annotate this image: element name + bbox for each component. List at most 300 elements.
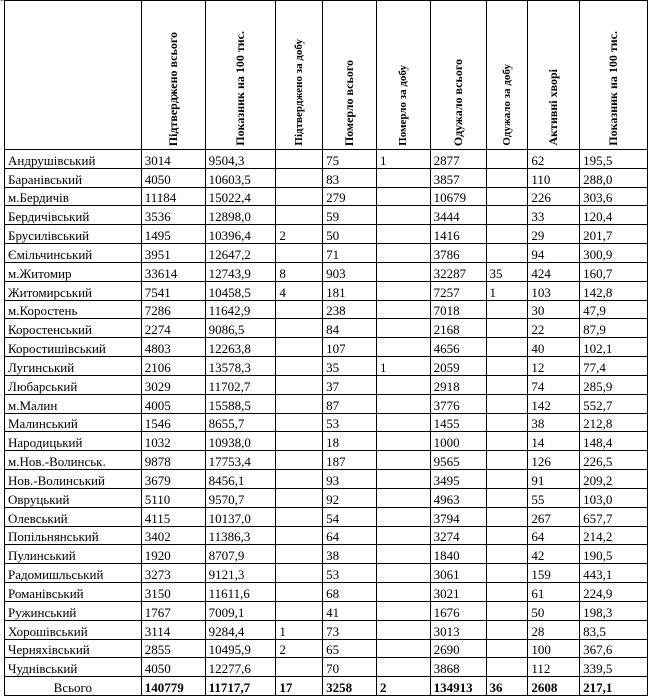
active-rate-cell: 443,1: [580, 564, 648, 583]
deaths-daily-cell: [376, 244, 430, 263]
active-rate-cell: 226,5: [580, 451, 648, 470]
table-row: [5, 300, 648, 319]
active-rate-cell: 87,9: [580, 319, 648, 338]
confirmed-daily-cell: [276, 244, 323, 263]
total-active-rate-cell: 217,1: [580, 677, 648, 696]
total-recovered-total-cell: 134913: [430, 677, 486, 696]
district-name-cell: Овруцький: [5, 488, 142, 507]
active-rate-cell: 201,7: [580, 225, 648, 244]
recovered-daily-cell: [486, 338, 528, 357]
recovered-daily-cell: [486, 206, 528, 225]
deaths-daily-header: [376, 1, 430, 150]
active-cases-cell: 112: [528, 658, 580, 677]
active-cases-cell: 424: [528, 262, 580, 281]
table-row: [5, 187, 648, 206]
total-row: [5, 677, 648, 696]
deaths-total-cell: 84: [323, 319, 377, 338]
table-row: [5, 357, 648, 376]
recovered-daily-cell: [486, 319, 528, 338]
table-row: [5, 394, 648, 413]
recovered-daily-cell: 35: [486, 262, 528, 281]
district-name-cell: Нов.-Волинський: [5, 470, 142, 489]
recovered-total-cell: 3868: [430, 658, 486, 677]
district-header: [5, 1, 142, 150]
active-cases-cell: 91: [528, 470, 580, 489]
confirmed-daily-cell: 2: [276, 639, 323, 658]
deaths-daily-cell: [376, 488, 430, 507]
district-name-cell: Радомишльський: [5, 564, 142, 583]
rate-per-100k-cell: 11702,7: [205, 375, 276, 394]
active-cases-cell: 12: [528, 357, 580, 376]
rate-per-100k-cell: 12743,9: [205, 262, 276, 281]
rate-per-100k-cell: 12898,0: [205, 206, 276, 225]
active-rate-cell: 339,5: [580, 658, 648, 677]
confirmed-total-cell: 1767: [141, 601, 205, 620]
rate-per-100k-cell: 10396,4: [205, 225, 276, 244]
recovered-total-cell: 3495: [430, 470, 486, 489]
deaths-total-cell: 87: [323, 394, 377, 413]
rate-per-100k-cell: 9504,3: [205, 150, 276, 169]
deaths-total-header: [323, 1, 377, 150]
active-rate-cell: 214,2: [580, 526, 648, 545]
active-cases-header-label: Активні хворі: [546, 69, 561, 146]
rate-per-100k-cell: 9121,3: [205, 564, 276, 583]
recovered-daily-cell: [486, 432, 528, 451]
active-cases-cell: 74: [528, 375, 580, 394]
deaths-total-cell: 70: [323, 658, 377, 677]
rate-per-100k-cell: 7009,1: [205, 601, 276, 620]
confirmed-daily-cell: [276, 206, 323, 225]
confirmed-total-cell: 9878: [141, 451, 205, 470]
recovered-daily-cell: [486, 150, 528, 169]
deaths-daily-cell: [376, 583, 430, 602]
district-name-cell: Черняхівський: [5, 639, 142, 658]
active-cases-header: [528, 1, 580, 150]
district-name-cell: Андрушівський: [5, 150, 142, 169]
table-row: [5, 545, 648, 564]
recovered-total-cell: 3794: [430, 507, 486, 526]
confirmed-total-cell: 3536: [141, 206, 205, 225]
rate-per-100k-cell: 15588,5: [205, 394, 276, 413]
recovered-daily-cell: [486, 639, 528, 658]
table-row: [5, 564, 648, 583]
confirmed-daily-cell: [276, 150, 323, 169]
confirmed-daily-cell: [276, 451, 323, 470]
confirmed-total-cell: 3273: [141, 564, 205, 583]
recovered-total-cell: 2690: [430, 639, 486, 658]
recovered-daily-cell: [486, 658, 528, 677]
confirmed-total-cell: 2274: [141, 319, 205, 338]
active-cases-cell: 55: [528, 488, 580, 507]
deaths-daily-cell: [376, 432, 430, 451]
deaths-daily-cell: [376, 507, 430, 526]
rate-per-100k-cell: 12647,2: [205, 244, 276, 263]
recovered-total-cell: 3274: [430, 526, 486, 545]
deaths-total-cell: 279: [323, 187, 377, 206]
active-rate-cell: 142,8: [580, 281, 648, 300]
recovered-total-cell: 7018: [430, 300, 486, 319]
active-cases-cell: 30: [528, 300, 580, 319]
active-rate-cell: 552,7: [580, 394, 648, 413]
district-name-cell: Коростенський: [5, 319, 142, 338]
district-name-cell: м.Нов.-Волинськ.: [5, 451, 142, 470]
active-cases-cell: 267: [528, 507, 580, 526]
table-row: [5, 658, 648, 677]
deaths-daily-cell: [376, 187, 430, 206]
rate-per-100k-cell: 8655,7: [205, 413, 276, 432]
confirmed-total-cell: 1920: [141, 545, 205, 564]
confirmed-total-cell: 3402: [141, 526, 205, 545]
recovered-daily-cell: [486, 244, 528, 263]
confirmed-total-cell: 3014: [141, 150, 205, 169]
recovered-total-cell: 1676: [430, 601, 486, 620]
table-row: [5, 150, 648, 169]
active-rate-header-label: Показник на 100 тис.: [606, 31, 621, 146]
table-row: [5, 620, 648, 639]
recovered-daily-cell: [486, 488, 528, 507]
recovered-daily-cell: [486, 545, 528, 564]
recovered-total-cell: 2877: [430, 150, 486, 169]
district-name-cell: м.Малин: [5, 394, 142, 413]
deaths-total-cell: 18: [323, 432, 377, 451]
recovered-total-cell: 3786: [430, 244, 486, 263]
active-cases-cell: 64: [528, 526, 580, 545]
total-recovered-daily-cell: 36: [486, 677, 528, 696]
rate-per-100k-cell: 13578,3: [205, 357, 276, 376]
district-name-cell: Пулинський: [5, 545, 142, 564]
recovered-total-cell: 9565: [430, 451, 486, 470]
confirmed-total-cell: 1546: [141, 413, 205, 432]
active-cases-cell: 103: [528, 281, 580, 300]
active-rate-cell: 195,5: [580, 150, 648, 169]
deaths-daily-cell: [376, 281, 430, 300]
recovered-total-cell: 3061: [430, 564, 486, 583]
confirmed-daily-cell: [276, 375, 323, 394]
confirmed-daily-cell: [276, 338, 323, 357]
deaths-total-cell: 53: [323, 564, 377, 583]
district-name-cell: Брусилівський: [5, 225, 142, 244]
deaths-total-cell: 71: [323, 244, 377, 263]
table-row: [5, 262, 648, 281]
recovered-total-cell: 3013: [430, 620, 486, 639]
table-row: [5, 338, 648, 357]
rate-per-100k-cell: 10603,5: [205, 168, 276, 187]
rate-per-100k-cell: 11386,3: [205, 526, 276, 545]
confirmed-daily-cell: [276, 300, 323, 319]
rate-per-100k-cell: 15022,4: [205, 187, 276, 206]
recovered-total-cell: 3857: [430, 168, 486, 187]
confirmed-daily-cell: [276, 658, 323, 677]
active-rate-cell: 224,9: [580, 583, 648, 602]
active-rate-header: [580, 1, 648, 150]
active-cases-cell: 33: [528, 206, 580, 225]
deaths-daily-cell: [376, 206, 430, 225]
recovered-total-cell: 2168: [430, 319, 486, 338]
deaths-total-cell: 59: [323, 206, 377, 225]
confirmed-daily-header-label: Підтверджено за добу: [293, 39, 306, 146]
active-cases-cell: 29: [528, 225, 580, 244]
confirmed-daily-cell: [276, 526, 323, 545]
district-name-cell: Малинський: [5, 413, 142, 432]
table-row: [5, 413, 648, 432]
active-cases-cell: 42: [528, 545, 580, 564]
active-cases-cell: 142: [528, 394, 580, 413]
recovered-total-cell: 2918: [430, 375, 486, 394]
table-row: [5, 639, 648, 658]
active-cases-cell: 94: [528, 244, 580, 263]
district-name-cell: м.Бердичів: [5, 187, 142, 206]
recovered-total-cell: 2059: [430, 357, 486, 376]
recovered-total-cell: 1416: [430, 225, 486, 244]
recovered-total-cell: 4963: [430, 488, 486, 507]
confirmed-daily-cell: [276, 432, 323, 451]
total-confirmed-daily-cell: 17: [276, 677, 323, 696]
deaths-daily-cell: [376, 375, 430, 394]
confirmed-total-cell: 4050: [141, 658, 205, 677]
confirmed-daily-cell: [276, 168, 323, 187]
rate-per-100k-cell: 11611,6: [205, 583, 276, 602]
deaths-daily-cell: [376, 394, 430, 413]
district-name-cell: Житомирський: [5, 281, 142, 300]
rate-per-100k-header: [205, 1, 276, 150]
confirmed-total-cell: 5110: [141, 488, 205, 507]
deaths-total-cell: 238: [323, 300, 377, 319]
table-row: [5, 225, 648, 244]
active-cases-cell: 14: [528, 432, 580, 451]
active-rate-cell: 103,0: [580, 488, 648, 507]
active-cases-cell: 61: [528, 583, 580, 602]
deaths-daily-cell: [376, 168, 430, 187]
active-rate-cell: 77,4: [580, 357, 648, 376]
confirmed-total-cell: 7286: [141, 300, 205, 319]
active-cases-cell: 110: [528, 168, 580, 187]
active-rate-cell: 209,2: [580, 470, 648, 489]
recovered-total-cell: 10679: [430, 187, 486, 206]
total-deaths-daily-cell: 2: [376, 677, 430, 696]
deaths-total-cell: 73: [323, 620, 377, 639]
rate-per-100k-cell: 9086,5: [205, 319, 276, 338]
recovered-daily-cell: [486, 507, 528, 526]
table-row: [5, 281, 648, 300]
active-cases-cell: 159: [528, 564, 580, 583]
deaths-total-cell: 92: [323, 488, 377, 507]
recovered-daily-cell: [486, 187, 528, 206]
table-row: [5, 168, 648, 187]
recovered-total-cell: 1000: [430, 432, 486, 451]
deaths-daily-cell: [376, 526, 430, 545]
active-rate-cell: 190,5: [580, 545, 648, 564]
recovered-daily-header: [486, 1, 528, 150]
deaths-total-cell: 35: [323, 357, 377, 376]
active-rate-cell: 102,1: [580, 338, 648, 357]
recovered-daily-cell: [486, 470, 528, 489]
recovered-daily-cell: [486, 583, 528, 602]
confirmed-daily-cell: 1: [276, 620, 323, 639]
active-rate-cell: 160,7: [580, 262, 648, 281]
confirmed-total-header-label: Підтверджено всього: [165, 31, 180, 146]
recovered-total-cell: 1455: [430, 413, 486, 432]
active-rate-cell: 303,6: [580, 187, 648, 206]
confirmed-total-cell: 3150: [141, 583, 205, 602]
deaths-daily-cell: [376, 470, 430, 489]
deaths-total-cell: 54: [323, 507, 377, 526]
deaths-daily-cell: [376, 564, 430, 583]
active-rate-cell: 198,3: [580, 601, 648, 620]
district-name-cell: м.Житомир: [5, 262, 142, 281]
table-row: [5, 244, 648, 263]
district-name-cell: м.Коростень: [5, 300, 142, 319]
deaths-daily-cell: [376, 338, 430, 357]
recovered-total-cell: 3444: [430, 206, 486, 225]
confirmed-daily-cell: 2: [276, 225, 323, 244]
total-district-name-cell: Всього: [5, 677, 142, 696]
district-name-cell: Романівський: [5, 583, 142, 602]
deaths-total-cell: 64: [323, 526, 377, 545]
district-name-cell: Чуднівський: [5, 658, 142, 677]
confirmed-total-cell: 4115: [141, 507, 205, 526]
confirmed-daily-cell: [276, 564, 323, 583]
deaths-daily-cell: [376, 262, 430, 281]
table-row: [5, 526, 648, 545]
active-cases-cell: 62: [528, 150, 580, 169]
confirmed-daily-cell: 4: [276, 281, 323, 300]
confirmed-daily-cell: [276, 319, 323, 338]
confirmed-total-cell: 4050: [141, 168, 205, 187]
table-row: [5, 507, 648, 526]
active-rate-cell: 47,9: [580, 300, 648, 319]
active-rate-cell: 288,0: [580, 168, 648, 187]
rate-per-100k-cell: 8456,1: [205, 470, 276, 489]
confirmed-daily-cell: [276, 601, 323, 620]
confirmed-daily-cell: [276, 583, 323, 602]
table-row: [5, 488, 648, 507]
deaths-daily-cell: [376, 319, 430, 338]
rate-per-100k-cell: 8707,9: [205, 545, 276, 564]
table-header-row: [5, 1, 648, 150]
active-rate-cell: 83,5: [580, 620, 648, 639]
confirmed-daily-cell: [276, 488, 323, 507]
deaths-daily-cell: [376, 225, 430, 244]
confirmed-daily-cell: 8: [276, 262, 323, 281]
confirmed-total-cell: 11184: [141, 187, 205, 206]
table-row: [5, 583, 648, 602]
confirmed-daily-cell: [276, 545, 323, 564]
confirmed-total-cell: 4005: [141, 394, 205, 413]
deaths-total-cell: 181: [323, 281, 377, 300]
recovered-daily-cell: [486, 168, 528, 187]
total-confirmed-total-cell: 140779: [141, 677, 205, 696]
active-rate-cell: 212,8: [580, 413, 648, 432]
table-body: [5, 150, 648, 696]
district-name-cell: Народицький: [5, 432, 142, 451]
confirmed-daily-header: [276, 1, 323, 150]
deaths-daily-cell: [376, 451, 430, 470]
recovered-daily-cell: [486, 300, 528, 319]
district-name-cell: Ружинський: [5, 601, 142, 620]
deaths-daily-cell: [376, 413, 430, 432]
rate-per-100k-cell: 10938,0: [205, 432, 276, 451]
deaths-total-cell: 38: [323, 545, 377, 564]
district-name-cell: Лугинський: [5, 357, 142, 376]
confirmed-total-cell: 3951: [141, 244, 205, 263]
deaths-daily-cell: [376, 658, 430, 677]
confirmed-total-cell: 3114: [141, 620, 205, 639]
recovered-daily-cell: [486, 526, 528, 545]
confirmed-total-cell: 1495: [141, 225, 205, 244]
deaths-daily-cell: [376, 620, 430, 639]
recovered-daily-header-label: Одужало за добу: [500, 64, 513, 146]
confirmed-daily-cell: [276, 187, 323, 206]
recovered-daily-cell: [486, 564, 528, 583]
active-rate-cell: 285,9: [580, 375, 648, 394]
recovered-daily-cell: [486, 357, 528, 376]
recovered-daily-cell: [486, 394, 528, 413]
recovered-total-cell: 1840: [430, 545, 486, 564]
rate-per-100k-cell: 9284,4: [205, 620, 276, 639]
district-name-cell: Бердичівський: [5, 206, 142, 225]
rate-per-100k-cell: 12277,6: [205, 658, 276, 677]
district-name-cell: Коростишівський: [5, 338, 142, 357]
total-deaths-total-cell: 3258: [323, 677, 377, 696]
deaths-total-cell: 41: [323, 601, 377, 620]
deaths-total-header-label: Померло всього: [342, 59, 357, 146]
deaths-daily-cell: [376, 639, 430, 658]
district-name-cell: Баранівський: [5, 168, 142, 187]
deaths-total-cell: 68: [323, 583, 377, 602]
confirmed-total-cell: 3679: [141, 470, 205, 489]
confirmed-daily-cell: [276, 470, 323, 489]
confirmed-daily-cell: [276, 357, 323, 376]
table-row: [5, 601, 648, 620]
table-row: [5, 319, 648, 338]
district-name-cell: Олевський: [5, 507, 142, 526]
deaths-total-cell: 187: [323, 451, 377, 470]
deaths-total-cell: 65: [323, 639, 377, 658]
recovered-total-cell: 32287: [430, 262, 486, 281]
recovered-total-cell: 3021: [430, 583, 486, 602]
confirmed-total-cell: 33614: [141, 262, 205, 281]
active-cases-cell: 22: [528, 319, 580, 338]
rate-per-100k-cell: 10495,9: [205, 639, 276, 658]
recovered-daily-cell: [486, 225, 528, 244]
recovered-daily-cell: [486, 375, 528, 394]
active-cases-cell: 38: [528, 413, 580, 432]
active-cases-cell: 226: [528, 187, 580, 206]
recovered-daily-cell: [486, 601, 528, 620]
recovered-total-cell: 3776: [430, 394, 486, 413]
recovered-daily-cell: [486, 620, 528, 639]
deaths-daily-cell: [376, 300, 430, 319]
confirmed-total-cell: 2106: [141, 357, 205, 376]
active-rate-cell: 367,6: [580, 639, 648, 658]
district-name-cell: Хорошівський: [5, 620, 142, 639]
recovered-total-cell: 7257: [430, 281, 486, 300]
recovered-total-cell: 4656: [430, 338, 486, 357]
table-row: [5, 451, 648, 470]
confirmed-daily-cell: [276, 394, 323, 413]
active-rate-cell: 300,9: [580, 244, 648, 263]
table-row: [5, 375, 648, 394]
confirmed-total-cell: 2855: [141, 639, 205, 658]
deaths-total-cell: 50: [323, 225, 377, 244]
active-cases-cell: 50: [528, 601, 580, 620]
active-cases-cell: 126: [528, 451, 580, 470]
deaths-total-cell: 93: [323, 470, 377, 489]
confirmed-daily-cell: [276, 413, 323, 432]
deaths-daily-header-label: Померло за добу: [397, 65, 410, 146]
deaths-daily-cell: [376, 601, 430, 620]
recovered-total-header: [430, 1, 486, 150]
